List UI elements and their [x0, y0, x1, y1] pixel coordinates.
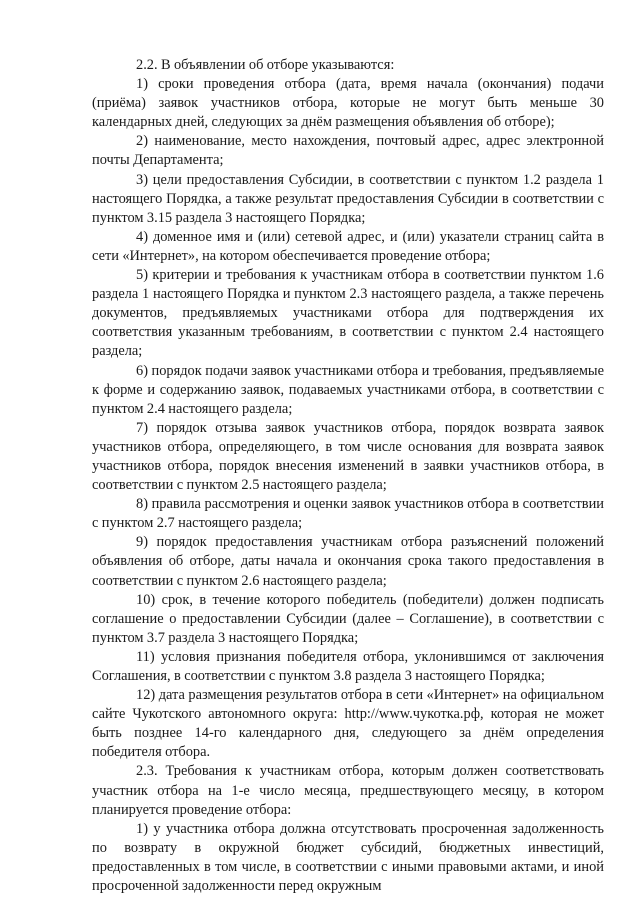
document-body: [92, 56, 604, 896]
paragraph-item-2: 2) наименование, место нахождения, почтовый адрес, адрес электронной почты Департамента;: [92, 133, 604, 169]
paragraph-item-6: 6) порядок подачи заявок участниками отбора и требования, предъявляемые к форме и содержанию заявок, подаваемых участниками отбора, в соответствии с пунктом 2.4 настоящего раздела;: [92, 362, 604, 417]
paragraph-item-1: 1) сроки проведения отбора (дата, время начала (окончания) подачи (приёма) заявок участников отбора, которые не могут быть меньше 30 календарных дней, следующих за днём размещения объявления об отборе);: [92, 76, 604, 131]
paragraph-item-5: 5) критерии и требования к участникам отбора в соответствии пунктом 1.6 раздела 1 настоящего Порядка и пунктом 2.3 настоящего раздела, а также перечень документов, предъявляемых участниками отбора для подтверждения их соответствия указанным требованиям, в соответствии с пунктом 2.4 настоящего раздела;: [92, 267, 604, 360]
paragraph-item-3: 3) цели предоставления Субсидии, в соответствии с пунктом 1.2 раздела 1 настоящего Порядка, а также результат предоставления Субсидии в соответствии с пунктом 3.15 раздела 3 настоящего Порядка;: [92, 171, 604, 226]
paragraph-2-3-heading: 2.3. Требования к участникам отбора, которым должен соответствовать участник отбора на 1-е число месяца, предшествующего месяцу, в котором планируется проведение отбора:: [92, 763, 604, 818]
paragraph-item-11: 11) условия признания победителя отбора, уклонившимся от заключения Соглашения, в соответствии с пунктом 3.8 раздела 3 настоящего Порядка;: [92, 648, 604, 684]
paragraph-item-7: 7) порядок отзыва заявок участников отбора, порядок возврата заявок участников отбора, определяющего, в том числе основания для возврата заявок участников отбора, порядок внесения изменений в заявки участников отбора, в соответствии с пунктом 2.5 настоящего раздела;: [92, 419, 604, 494]
paragraph-item-10: 10) срок, в течение которого победитель (победители) должен подписать соглашение о предоставлении Субсидии (далее – Соглашение), в соответствии с пунктом 3.7 раздела 3 настоящего Порядка;: [92, 591, 604, 646]
paragraph-item-4: 4) доменное имя и (или) сетевой адрес, и (или) указатели страниц сайта в сети «Интернет», на котором обеспечивается проведение отбора;: [92, 228, 604, 264]
paragraph-item-12: 12) дата размещения результатов отбора в сети «Интернет» на официальном сайте Чукотского автономного округа: http://www.чукотка.рф, которая не может быть позднее 14-го календарного дня, следующего за днём определения победителя отбора.: [92, 687, 604, 761]
paragraph-2-2-heading: 2.2. В объявлении об отборе указываются:: [136, 57, 395, 73]
paragraph-item-9: 9) порядок предоставления участникам отбора разъяснений положений объявления об отборе, даты начала и окончания срока такого предоставления в соответствии с пунктом 2.6 настоящего раздела;: [92, 534, 604, 589]
paragraph-2-3-item-1: 1) у участника отбора должна отсутствовать просроченная задолженность по возврату в окружной бюджет субсидий, бюджетных инвестиций, предоставленных в том числе, в соответствии с иными правовыми актами, и иной просроченной задолженности перед окружным: [92, 820, 604, 895]
paragraph-item-8: 8) правила рассмотрения и оценки заявок участников отбора в соответствии с пунктом 2.7 настоящего раздела;: [92, 496, 604, 532]
